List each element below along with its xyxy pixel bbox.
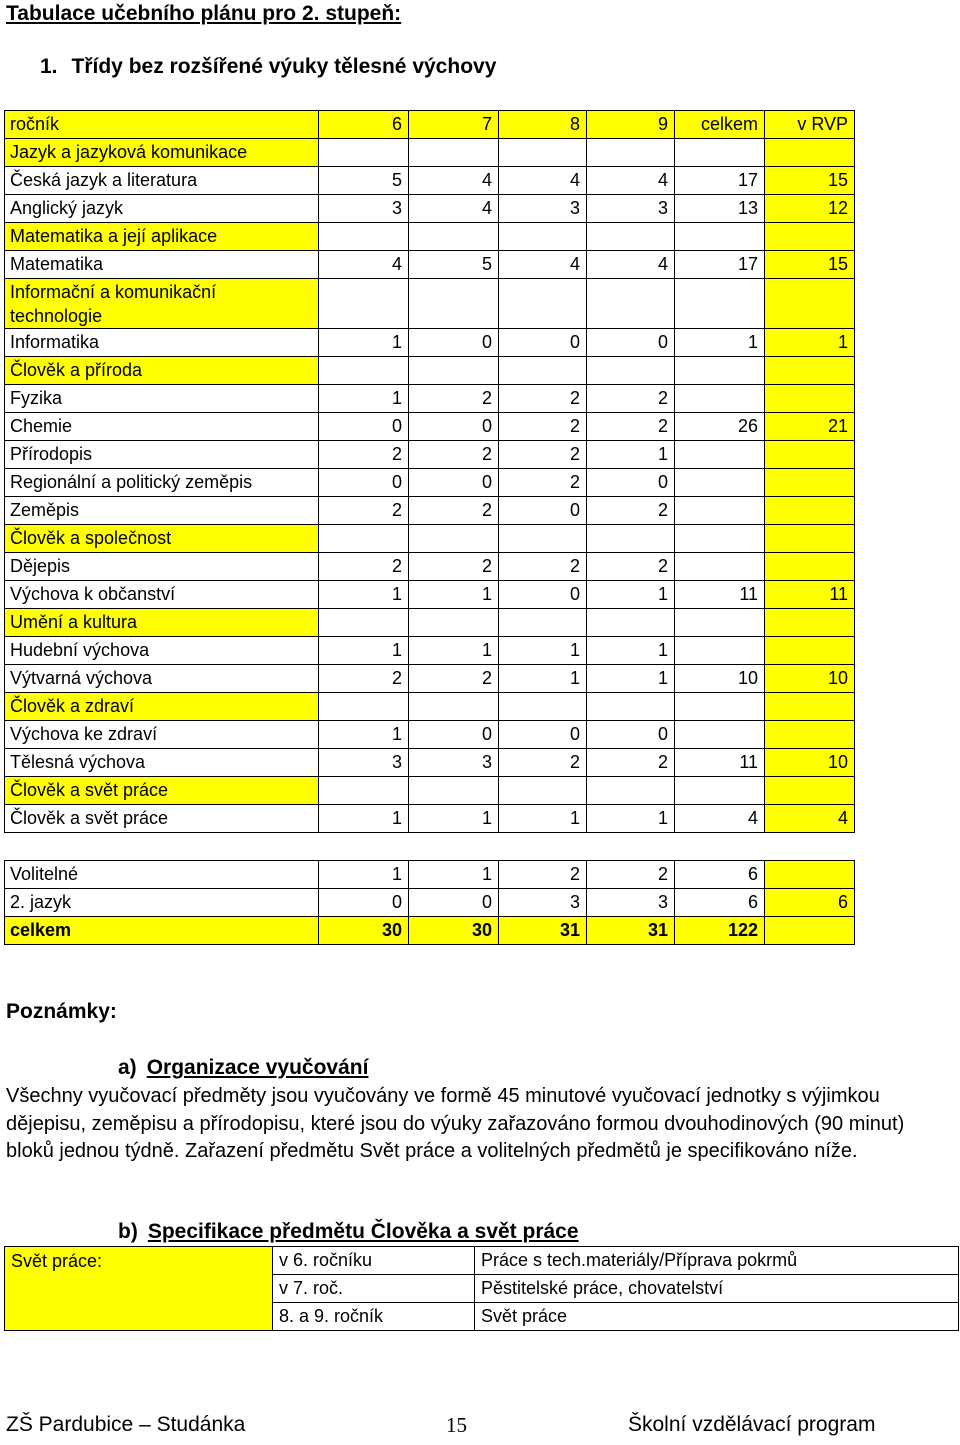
value-cell bbox=[409, 357, 499, 385]
value-cell: 1 bbox=[499, 665, 587, 693]
value-cell bbox=[765, 637, 855, 665]
value-cell: 2 bbox=[587, 497, 675, 525]
subject-row bbox=[5, 413, 855, 441]
value-cell bbox=[675, 609, 765, 637]
row-label-cell: Výchova ke zdraví bbox=[5, 721, 319, 749]
value-cell: 2 bbox=[499, 441, 587, 469]
value-cell: 31 bbox=[499, 917, 587, 945]
value-cell: 7 bbox=[409, 111, 499, 139]
spec-content: Pěstitelské práce, chovatelství bbox=[475, 1275, 959, 1303]
organization-text: Všechny vyučovací předměty jsou vyučovány ve formě 45 minutové vyučovací jednotky s výjimkou dějepisu, zeměpisu a přírodopisu, které jsou do výuky zařazováno formou dvouhodinových (90 minut) bloků jednou týdně. Zařazení předmětu Svět práce a volitelných předmětů je specifikováno níže. bbox=[6, 1085, 905, 1162]
area-label-cell: Člověk a svět práce bbox=[5, 777, 319, 805]
value-cell bbox=[675, 777, 765, 805]
value-cell bbox=[587, 279, 675, 329]
row-label-cell: Hudební výchova bbox=[5, 637, 319, 665]
value-cell: 15 bbox=[765, 167, 855, 195]
value-cell: 0 bbox=[319, 889, 409, 917]
value-cell bbox=[319, 525, 409, 553]
value-cell bbox=[319, 693, 409, 721]
spacer-row bbox=[5, 833, 855, 861]
value-cell bbox=[587, 223, 675, 251]
value-cell: 3 bbox=[587, 889, 675, 917]
value-cell: 1 bbox=[319, 581, 409, 609]
value-cell bbox=[765, 917, 855, 945]
value-cell: 1 bbox=[499, 637, 587, 665]
value-cell bbox=[409, 279, 499, 329]
row-label-cell bbox=[5, 833, 319, 861]
row-label-cell: Česká jazyk a literatura bbox=[5, 167, 319, 195]
value-cell bbox=[765, 777, 855, 805]
footer-school: ZŠ Pardubice – Studánka bbox=[6, 1413, 246, 1436]
value-cell bbox=[765, 139, 855, 167]
subject-row bbox=[5, 665, 855, 693]
subject-row bbox=[5, 721, 855, 749]
value-cell: 2 bbox=[587, 385, 675, 413]
value-cell: 0 bbox=[409, 889, 499, 917]
value-cell bbox=[765, 693, 855, 721]
value-cell: 17 bbox=[675, 251, 765, 279]
value-cell: 4 bbox=[587, 251, 675, 279]
area-label-cell: Člověk a společnost bbox=[5, 525, 319, 553]
value-cell bbox=[319, 139, 409, 167]
value-cell bbox=[319, 833, 409, 861]
value-cell: 30 bbox=[319, 917, 409, 945]
value-cell: 1 bbox=[319, 329, 409, 357]
row-label-cell: Informatika bbox=[5, 329, 319, 357]
value-cell bbox=[675, 279, 765, 329]
value-cell: 1 bbox=[499, 805, 587, 833]
value-cell bbox=[319, 777, 409, 805]
organization-heading bbox=[118, 1056, 368, 1080]
specification-title: Specifikace předmětu Člověka a svět práce bbox=[147, 1220, 579, 1243]
page-title: Tabulace učebního plánu pro 2. stupeň: bbox=[6, 2, 402, 25]
value-cell bbox=[409, 833, 499, 861]
value-cell: 2 bbox=[409, 441, 499, 469]
organization-letter: a) bbox=[118, 1056, 137, 1079]
value-cell bbox=[675, 223, 765, 251]
curriculum-table bbox=[4, 110, 855, 945]
value-cell: 2 bbox=[499, 749, 587, 777]
area-row bbox=[5, 693, 855, 721]
area-label-cell: Informační a komunikační technologie bbox=[5, 279, 319, 329]
value-cell bbox=[499, 693, 587, 721]
table-header-row bbox=[5, 111, 855, 139]
value-cell: 4 bbox=[587, 167, 675, 195]
row-label-cell: Člověk a svět práce bbox=[5, 805, 319, 833]
value-cell: 1 bbox=[409, 805, 499, 833]
value-cell bbox=[587, 833, 675, 861]
value-cell: 13 bbox=[675, 195, 765, 223]
total-row bbox=[5, 917, 855, 945]
value-cell: 4 bbox=[409, 195, 499, 223]
value-cell: 2 bbox=[409, 497, 499, 525]
value-cell bbox=[499, 279, 587, 329]
value-cell bbox=[765, 553, 855, 581]
value-cell: 4 bbox=[499, 251, 587, 279]
subject-row bbox=[5, 329, 855, 357]
value-cell: 2 bbox=[499, 385, 587, 413]
value-cell bbox=[675, 497, 765, 525]
value-cell: 5 bbox=[409, 251, 499, 279]
value-cell: 12 bbox=[765, 195, 855, 223]
subject-row bbox=[5, 469, 855, 497]
value-cell: 0 bbox=[587, 721, 675, 749]
value-cell: 0 bbox=[319, 413, 409, 441]
footer-page-number: 15 bbox=[446, 1413, 467, 1437]
value-cell: 3 bbox=[319, 195, 409, 223]
row-label-cell: Chemie bbox=[5, 413, 319, 441]
value-cell: 3 bbox=[409, 749, 499, 777]
area-row bbox=[5, 777, 855, 805]
value-cell bbox=[409, 609, 499, 637]
row-label-cell: Anglický jazyk bbox=[5, 195, 319, 223]
value-cell bbox=[409, 777, 499, 805]
spec-grade: v 7. roč. bbox=[273, 1275, 475, 1303]
row-label-cell: celkem bbox=[5, 917, 319, 945]
value-cell: 0 bbox=[499, 721, 587, 749]
subject-row bbox=[5, 889, 855, 917]
value-cell bbox=[499, 609, 587, 637]
value-cell bbox=[765, 861, 855, 889]
value-cell bbox=[499, 833, 587, 861]
row-label-cell: Výtvarná výchova bbox=[5, 665, 319, 693]
value-cell: 30 bbox=[409, 917, 499, 945]
value-cell: 2 bbox=[499, 469, 587, 497]
value-cell: 3 bbox=[499, 195, 587, 223]
spec-content: Práce s tech.materiály/Příprava pokrmů bbox=[475, 1247, 959, 1275]
value-cell: 11 bbox=[675, 749, 765, 777]
value-cell: 26 bbox=[675, 413, 765, 441]
value-cell: 0 bbox=[319, 469, 409, 497]
value-cell: 1 bbox=[319, 861, 409, 889]
value-cell bbox=[765, 525, 855, 553]
footer-program: Školní vzdělávací program bbox=[628, 1413, 876, 1436]
value-cell bbox=[765, 385, 855, 413]
value-cell: celkem bbox=[675, 111, 765, 139]
value-cell bbox=[765, 609, 855, 637]
value-cell: 0 bbox=[499, 329, 587, 357]
value-cell: 0 bbox=[409, 329, 499, 357]
value-cell bbox=[765, 497, 855, 525]
value-cell: 1 bbox=[409, 581, 499, 609]
value-cell: 122 bbox=[675, 917, 765, 945]
section-title-text: Třídy bez rozšířené výuky tělesné výchovy bbox=[71, 55, 497, 78]
value-cell: 15 bbox=[765, 251, 855, 279]
organization-title: Organizace vyučování bbox=[146, 1056, 369, 1079]
area-label-cell: Jazyk a jazyková komunikace bbox=[5, 139, 319, 167]
value-cell: 31 bbox=[587, 917, 675, 945]
value-cell: 2 bbox=[499, 861, 587, 889]
value-cell: v RVP bbox=[765, 111, 855, 139]
value-cell bbox=[499, 223, 587, 251]
value-cell: 1 bbox=[587, 637, 675, 665]
value-cell: 1 bbox=[675, 329, 765, 357]
value-cell: 17 bbox=[675, 167, 765, 195]
value-cell: 10 bbox=[675, 665, 765, 693]
value-cell: 0 bbox=[409, 413, 499, 441]
value-cell bbox=[587, 357, 675, 385]
value-cell: 4 bbox=[409, 167, 499, 195]
value-cell: 11 bbox=[675, 581, 765, 609]
value-cell: 2 bbox=[499, 553, 587, 581]
value-cell: 0 bbox=[587, 329, 675, 357]
value-cell: 4 bbox=[675, 805, 765, 833]
value-cell: 11 bbox=[765, 581, 855, 609]
value-cell: 4 bbox=[765, 805, 855, 833]
value-cell bbox=[765, 223, 855, 251]
value-cell bbox=[409, 139, 499, 167]
value-cell bbox=[765, 279, 855, 329]
value-cell: 2 bbox=[319, 553, 409, 581]
value-cell: 21 bbox=[765, 413, 855, 441]
spec-content: Svět práce bbox=[475, 1303, 959, 1331]
subject-row bbox=[5, 497, 855, 525]
row-label-cell: Přírodopis bbox=[5, 441, 319, 469]
specification-table bbox=[4, 1246, 959, 1331]
row-label-cell: Fyzika bbox=[5, 385, 319, 413]
value-cell bbox=[675, 693, 765, 721]
value-cell: 2 bbox=[587, 749, 675, 777]
area-row bbox=[5, 279, 855, 329]
value-cell bbox=[587, 609, 675, 637]
row-label-cell: Tělesná výchova bbox=[5, 749, 319, 777]
value-cell: 1 bbox=[587, 441, 675, 469]
value-cell bbox=[675, 469, 765, 497]
value-cell bbox=[675, 385, 765, 413]
value-cell: 2 bbox=[409, 553, 499, 581]
value-cell bbox=[319, 357, 409, 385]
value-cell bbox=[499, 777, 587, 805]
subject-row bbox=[5, 637, 855, 665]
row-label-cell: Dějepis bbox=[5, 553, 319, 581]
value-cell bbox=[765, 721, 855, 749]
value-cell bbox=[675, 553, 765, 581]
area-row bbox=[5, 357, 855, 385]
value-cell bbox=[675, 721, 765, 749]
value-cell bbox=[765, 357, 855, 385]
area-label-cell: Člověk a příroda bbox=[5, 357, 319, 385]
spec-grade: v 6. ročníku bbox=[273, 1247, 475, 1275]
section-title bbox=[40, 55, 496, 79]
spec-label: Svět práce: bbox=[5, 1247, 273, 1331]
value-cell bbox=[675, 637, 765, 665]
value-cell: 1 bbox=[319, 385, 409, 413]
value-cell: 6 bbox=[319, 111, 409, 139]
value-cell: 2 bbox=[409, 385, 499, 413]
value-cell: 4 bbox=[499, 167, 587, 195]
value-cell: 10 bbox=[765, 665, 855, 693]
spec-grade: 8. a 9. ročník bbox=[273, 1303, 475, 1331]
subject-row bbox=[5, 805, 855, 833]
value-cell: 2 bbox=[587, 413, 675, 441]
row-label-cell: ročník bbox=[5, 111, 319, 139]
value-cell: 2 bbox=[587, 861, 675, 889]
row-label-cell: Výchova k občanství bbox=[5, 581, 319, 609]
value-cell: 6 bbox=[765, 889, 855, 917]
value-cell bbox=[587, 525, 675, 553]
notes-title: Poznámky: bbox=[6, 1000, 117, 1023]
value-cell bbox=[675, 139, 765, 167]
value-cell: 1 bbox=[409, 861, 499, 889]
row-label-cell: Zeměpis bbox=[5, 497, 319, 525]
value-cell: 0 bbox=[499, 497, 587, 525]
value-cell: 2 bbox=[319, 497, 409, 525]
subject-row bbox=[5, 385, 855, 413]
row-label-cell: 2. jazyk bbox=[5, 889, 319, 917]
area-row bbox=[5, 223, 855, 251]
row-label-cell: Volitelné bbox=[5, 861, 319, 889]
value-cell: 1 bbox=[409, 637, 499, 665]
value-cell bbox=[319, 279, 409, 329]
value-cell bbox=[675, 525, 765, 553]
subject-row bbox=[5, 251, 855, 279]
value-cell: 4 bbox=[319, 251, 409, 279]
subject-row bbox=[5, 861, 855, 889]
value-cell: 6 bbox=[675, 861, 765, 889]
value-cell: 1 bbox=[587, 581, 675, 609]
specification-letter: b) bbox=[118, 1220, 138, 1243]
area-row bbox=[5, 609, 855, 637]
value-cell bbox=[675, 833, 765, 861]
value-cell: 8 bbox=[499, 111, 587, 139]
value-cell: 2 bbox=[587, 553, 675, 581]
area-label-cell: Matematika a její aplikace bbox=[5, 223, 319, 251]
value-cell bbox=[587, 139, 675, 167]
value-cell bbox=[499, 525, 587, 553]
value-cell: 0 bbox=[409, 469, 499, 497]
value-cell bbox=[409, 223, 499, 251]
value-cell: 2 bbox=[409, 665, 499, 693]
subject-row bbox=[5, 195, 855, 223]
area-row bbox=[5, 139, 855, 167]
value-cell: 9 bbox=[587, 111, 675, 139]
specification-heading bbox=[118, 1220, 579, 1244]
value-cell: 3 bbox=[319, 749, 409, 777]
value-cell: 1 bbox=[765, 329, 855, 357]
value-cell: 3 bbox=[587, 195, 675, 223]
value-cell: 3 bbox=[499, 889, 587, 917]
value-cell: 2 bbox=[499, 413, 587, 441]
subject-row bbox=[5, 441, 855, 469]
value-cell: 1 bbox=[319, 721, 409, 749]
value-cell: 1 bbox=[319, 805, 409, 833]
value-cell bbox=[765, 441, 855, 469]
subject-row bbox=[5, 553, 855, 581]
value-cell: 0 bbox=[587, 469, 675, 497]
value-cell bbox=[765, 469, 855, 497]
value-cell bbox=[499, 357, 587, 385]
value-cell: 1 bbox=[587, 665, 675, 693]
subject-row bbox=[5, 581, 855, 609]
section-number: 1. bbox=[40, 55, 58, 78]
value-cell bbox=[675, 441, 765, 469]
area-label-cell: Umění a kultura bbox=[5, 609, 319, 637]
value-cell bbox=[319, 223, 409, 251]
value-cell: 1 bbox=[319, 637, 409, 665]
value-cell bbox=[319, 609, 409, 637]
value-cell bbox=[587, 693, 675, 721]
value-cell bbox=[675, 357, 765, 385]
area-label-cell: Člověk a zdraví bbox=[5, 693, 319, 721]
value-cell bbox=[587, 777, 675, 805]
value-cell bbox=[409, 525, 499, 553]
value-cell: 0 bbox=[409, 721, 499, 749]
area-row bbox=[5, 525, 855, 553]
value-cell: 2 bbox=[319, 665, 409, 693]
row-label-cell: Regionální a politický zeměpis bbox=[5, 469, 319, 497]
value-cell: 5 bbox=[319, 167, 409, 195]
subject-row bbox=[5, 167, 855, 195]
spec-row bbox=[5, 1247, 959, 1275]
value-cell: 10 bbox=[765, 749, 855, 777]
value-cell: 6 bbox=[675, 889, 765, 917]
row-label-cell: Matematika bbox=[5, 251, 319, 279]
subject-row bbox=[5, 749, 855, 777]
value-cell: 0 bbox=[499, 581, 587, 609]
value-cell bbox=[409, 693, 499, 721]
value-cell: 2 bbox=[319, 441, 409, 469]
value-cell bbox=[765, 833, 855, 861]
value-cell: 1 bbox=[587, 805, 675, 833]
value-cell bbox=[499, 139, 587, 167]
